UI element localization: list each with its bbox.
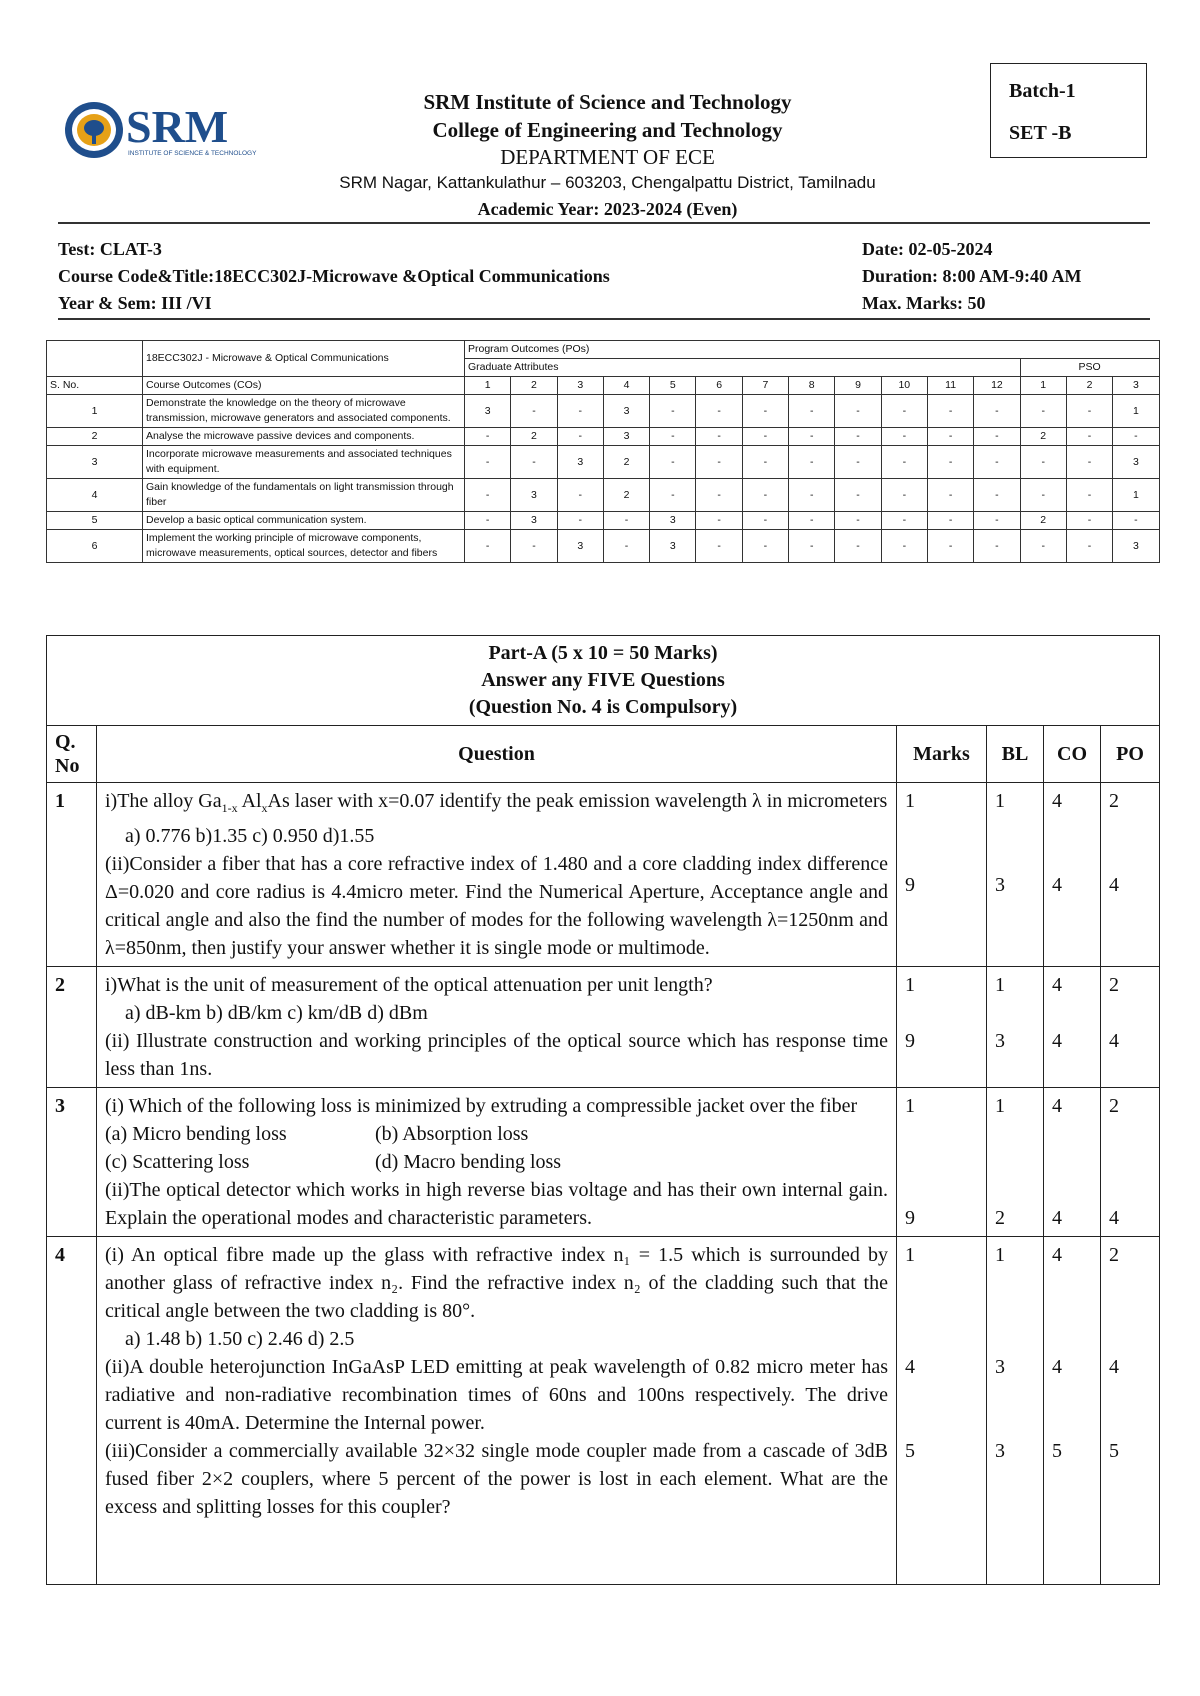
question-text [97,783,897,967]
mapping-value: 3 [511,479,557,512]
mapping-value: - [742,395,788,428]
marks-cell [897,1088,987,1237]
mapping-value: - [557,479,603,512]
bl-value: 3 [995,874,1005,896]
q1-i-text-a: i)The alloy Ga [105,790,222,812]
marks-value: 9 [905,874,915,896]
bl-value: 3 [995,1440,1005,1462]
program-outcomes-header: Program Outcomes (POs) [465,341,1160,359]
bl-value: 1 [995,1244,1005,1266]
co-description: Develop a basic optical communication system. [143,512,465,530]
part-a-instruction: Answer any FIVE Questions [481,669,725,691]
outcome-number-header: 8 [789,377,835,395]
pso-header: PSO [1020,359,1159,377]
mapping-value: - [511,395,557,428]
co-cell [1044,783,1101,967]
co-value: 4 [1052,1207,1062,1229]
question-part-ii: (ii)Consider a fiber that has a core refractive index of 1.480 and a core cladding index difference Δ=0.020 and core radius is 4.4micro meter. Find the Numerical Aperture, Acceptance angle and critical angle and also the find the number of modes for the following wavelength λ=1250nm and λ=850nm, then justify your answer whether it is single mode or multimode. [105,853,888,959]
po-value: 4 [1109,1207,1119,1229]
mapping-value: - [927,395,973,428]
po-value: 2 [1109,974,1119,996]
option-b: (b) Absorption loss [375,1123,529,1145]
course-title-cell: 18ECC302J - Microwave & Optical Communications [143,341,465,377]
institution-heading [250,88,965,222]
set-label: SET -B [1009,122,1072,144]
option-d: (d) Macro bending loss [375,1151,562,1173]
institute-name: SRM Institute of Science and Technology [423,90,792,114]
marks-value: 1 [905,974,915,996]
bl-value: 3 [995,1356,1005,1378]
mapping-value: - [1113,428,1159,446]
test-info [58,236,610,317]
outcome-number-header: 3 [557,377,603,395]
outcome-number-header: 2 [511,377,557,395]
outcome-number-header: 11 [927,377,973,395]
mapping-value: - [927,446,973,479]
co-description: Incorporate microwave measurements and associated techniques with equipment. [143,446,465,479]
po-value: 2 [1109,1244,1119,1266]
question-part-ii: (ii)A double heterojunction InGaAsP LED emitting at peak wavelength of 0.82 micro meter has radiative and non-radiative recombination times of 60ns and 100ns respectively. The drive current is 40mA. Determine the Internal power. [105,1356,888,1434]
co-cell [1044,1237,1101,1585]
mapping-value: - [881,512,927,530]
co-po-mapping-table [46,340,1160,563]
exam-duration: Duration: 8:00 AM-9:40 AM [862,266,1082,286]
mapping-value: - [881,428,927,446]
mapping-value: - [789,479,835,512]
co-description: Demonstrate the knowledge on the theory of microwave transmission, microwave generators and associated components. [143,395,465,428]
question-options-row [105,1120,888,1148]
outcome-number-header: 10 [881,377,927,395]
mapping-value: - [742,428,788,446]
co-value: 4 [1052,874,1062,896]
co-row [47,530,1160,563]
year-sem: Year & Sem: III /VI [58,293,212,313]
bl-cell [987,1088,1044,1237]
co-value: 4 [1052,974,1062,996]
mapping-value: - [603,512,649,530]
co-description: Implement the working principle of microwave components, microwave measurements, optical sources, detector and fibers [143,530,465,563]
option-c: (c) Scattering loss [105,1151,250,1173]
mapping-value: - [511,446,557,479]
mapping-value: - [742,446,788,479]
question-options-row [105,1148,888,1176]
q1-i-sub2: x [261,801,268,815]
bl-cell [987,783,1044,967]
mapping-value: 2 [1020,428,1066,446]
srm-logo [62,100,270,164]
mapping-value: - [650,479,696,512]
mapping-value: - [974,479,1020,512]
marks-cell [897,1237,987,1585]
question-part-ii: (ii) Illustrate construction and working principles of the optical source which has response time less than 1ns. [105,1030,888,1080]
co-value: 4 [1052,1095,1062,1117]
marks-value: 1 [905,790,915,812]
mapping-value: - [835,530,881,563]
mapping-value: 3 [1113,530,1159,563]
mapping-value: 3 [465,395,511,428]
q1-i-text-c: As laser with x=0.07 identify the peak emission wavelength λ in micrometers [267,790,888,812]
outcome-number-header: 7 [742,377,788,395]
mapping-value: - [603,530,649,563]
mapping-value: - [881,446,927,479]
po-value: 4 [1109,874,1119,896]
mapping-value: - [927,479,973,512]
question-number: 3 [47,1088,97,1237]
logo-subtext: INSTITUTE OF SCIENCE & TECHNOLOGY [128,150,257,157]
mapping-value: - [927,530,973,563]
outcome-number-header: 4 [603,377,649,395]
mapping-value: - [835,479,881,512]
mapping-value: - [1020,479,1066,512]
mapping-value: - [835,446,881,479]
question-number: 4 [47,1237,97,1585]
course-title: Course Code&Title:18ECC302J-Microwave &Optical Communications [58,266,610,286]
mapping-value: - [465,446,511,479]
mapping-value: - [650,395,696,428]
co-row [47,428,1160,446]
marks-value: 1 [905,1244,915,1266]
co-value: 4 [1052,1030,1062,1052]
part-a-note: (Question No. 4 is Compulsory) [468,696,738,718]
mapping-value: - [465,428,511,446]
mapping-value: 3 [557,446,603,479]
mapping-value: 1 [1113,479,1159,512]
outcome-number-header: 9 [835,377,881,395]
mapping-value: - [1066,530,1112,563]
outcome-number-header: 5 [650,377,696,395]
co-description: Analyse the microwave passive devices and components. [143,428,465,446]
mapping-value: - [696,428,742,446]
mapping-value: - [465,530,511,563]
co-cell [1044,967,1101,1088]
mapping-value: - [557,395,603,428]
question-text [97,1088,897,1237]
q1-i-sub1: 1-x [221,801,238,815]
mapping-value: - [1113,512,1159,530]
question-options: a) 1.48 b) 1.50 c) 2.46 d) 2.5 [125,1328,355,1350]
batch-set-box [990,63,1147,158]
question-part-i [105,787,888,822]
part-a-heading [47,636,1160,726]
question-row [47,783,1160,967]
divider [58,318,1150,320]
mapping-value: - [696,446,742,479]
mapping-value: - [1066,428,1112,446]
co-row [47,446,1160,479]
mapping-value: - [835,428,881,446]
po-cell [1101,783,1160,967]
mapping-value: - [696,530,742,563]
question-options: a) dB-km b) dB/km c) km/dB d) dBm [125,1002,428,1024]
mapping-value: - [650,428,696,446]
part-a-title: Part-A (5 x 10 = 50 Marks) [488,642,718,664]
po-header: PO [1101,726,1160,783]
mapping-value: 3 [603,395,649,428]
mapping-value: - [1020,446,1066,479]
mapping-value: 3 [511,512,557,530]
po-cell [1101,967,1160,1088]
po-value: 2 [1109,1095,1119,1117]
co-cell [1044,1088,1101,1237]
mapping-value: 3 [1113,446,1159,479]
test-name: Test: CLAT-3 [58,239,162,259]
part-a-question-table [46,635,1160,1585]
mapping-value: - [742,530,788,563]
question-header: Question [97,726,897,783]
marks-cell [897,967,987,1088]
mapping-value: - [789,446,835,479]
bl-value: 3 [995,1030,1005,1052]
marks-value: 5 [905,1440,915,1462]
q1-i-text-b: Al [237,790,262,812]
question-part-iii: (iii)Consider a commercially available 32×32 single mode coupler made from a cascade of 3dB fused fiber 2×2 couplers, where 5 percent of the power is lost in each element. What are the excess and splitting losses for this coupler? [105,1440,888,1518]
mapping-value: - [650,446,696,479]
mapping-value: - [789,428,835,446]
mapping-value: - [742,479,788,512]
mapping-value: - [789,530,835,563]
outcome-number-header: 2 [1066,377,1112,395]
po-value: 4 [1109,1356,1119,1378]
mapping-value: 3 [603,428,649,446]
mapping-value: - [1020,530,1066,563]
mapping-value: 2 [603,446,649,479]
mapping-value: 3 [650,530,696,563]
mapping-value: 2 [603,479,649,512]
graduate-attributes-header: Graduate Attributes [465,359,1021,377]
mapping-value: - [881,530,927,563]
co-sno: 2 [47,428,143,446]
bl-header: BL [987,726,1044,783]
mapping-value: - [1066,479,1112,512]
mapping-value: - [557,512,603,530]
mapping-value: - [789,512,835,530]
question-options: a) 0.776 b)1.35 c) 0.950 d)1.55 [125,825,375,847]
mapping-value: 2 [1020,512,1066,530]
department-name: DEPARTMENT OF ECE [500,145,715,169]
divider [58,222,1150,224]
mapping-value: 3 [650,512,696,530]
academic-year: Academic Year: 2023-2024 (Even) [477,199,738,219]
marks-value: 9 [905,1030,915,1052]
question-part-i: (i) Which of the following loss is minimized by extruding a compressible jacket over the fiber [105,1095,858,1117]
bl-value: 1 [995,974,1005,996]
po-value: 4 [1109,1030,1119,1052]
co-sno: 6 [47,530,143,563]
bl-value: 2 [995,1207,1005,1229]
mapping-value: - [974,530,1020,563]
po-cell [1101,1088,1160,1237]
question-text [97,1237,897,1585]
mapping-value: 3 [557,530,603,563]
batch-label: Batch-1 [1009,80,1076,102]
mapping-value: - [511,530,557,563]
co-value: 4 [1052,1244,1062,1266]
mapping-value: - [465,479,511,512]
question-part-i: i)What is the unit of measurement of the optical attenuation per unit length? [105,974,713,996]
mapping-value: - [974,428,1020,446]
mapping-value: - [557,428,603,446]
co-description: Gain knowledge of the fundamentals on light transmission through fiber [143,479,465,512]
co-sno: 4 [47,479,143,512]
co-value: 4 [1052,790,1062,812]
co-value: 4 [1052,1356,1062,1378]
co-sno: 1 [47,395,143,428]
mapping-value: - [696,512,742,530]
co-header: Course Outcomes (COs) [143,377,465,395]
mapping-value: - [1020,395,1066,428]
co-value: 5 [1052,1440,1062,1462]
max-marks: Max. Marks: 50 [862,293,986,313]
mapping-value: - [696,479,742,512]
mapping-value: - [974,395,1020,428]
mapping-value: - [1066,512,1112,530]
logo-text: SRM [126,101,229,152]
exam-info [862,236,1081,317]
bl-value: 1 [995,1095,1005,1117]
mapping-value: - [881,479,927,512]
outcome-number-header: 1 [465,377,511,395]
college-name: College of Engineering and Technology [432,118,783,142]
question-number: 2 [47,967,97,1088]
marks-header: Marks [897,726,987,783]
mapping-value: - [881,395,927,428]
mapping-value: - [789,395,835,428]
mapping-value: - [974,446,1020,479]
mapping-value: - [927,428,973,446]
sno-header: S. No. [47,377,143,395]
mapping-value: - [1066,395,1112,428]
exam-date: Date: 02-05-2024 [862,239,993,259]
mapping-value: - [465,512,511,530]
address: SRM Nagar, Kattankulathur – 603203, Chengalpattu District, Tamilnadu [339,173,876,192]
outcome-number-header: 3 [1113,377,1159,395]
co-row [47,512,1160,530]
bl-cell [987,1237,1044,1585]
marks-cell [897,783,987,967]
option-a: (a) Micro bending loss [105,1123,287,1145]
qno-header: Q. No [47,726,97,783]
marks-value: 9 [905,1207,915,1229]
outcome-number-header: 6 [696,377,742,395]
question-text [97,967,897,1088]
question-row [47,967,1160,1088]
mapping-value: - [696,395,742,428]
bl-cell [987,967,1044,1088]
question-part-i: (i) An optical fibre made up the glass with refractive index n₁ = 1.5 which is surrounded by another glass of refractive index n₂. Find the refractive index n₂ of the cladding such that the critical angle between the two cladding is 80°. [105,1244,888,1322]
co-sno: 3 [47,446,143,479]
mapping-value: 2 [511,428,557,446]
mapping-value: - [742,512,788,530]
marks-value: 1 [905,1095,915,1117]
mapping-value: - [974,512,1020,530]
co-header: CO [1044,726,1101,783]
question-number: 1 [47,783,97,967]
question-part-ii: (ii)The optical detector which works in high reverse bias voltage and has their own internal gain. Explain the operational modes and characteristic parameters. [105,1179,888,1229]
question-row [47,1237,1160,1585]
po-cell [1101,1237,1160,1585]
question-row [47,1088,1160,1237]
outcome-number-header: 12 [974,377,1020,395]
mapping-value: - [927,512,973,530]
mapping-value: - [1066,446,1112,479]
po-value: 5 [1109,1440,1119,1462]
mapping-value: 1 [1113,395,1159,428]
co-row [47,479,1160,512]
marks-value: 4 [905,1356,915,1378]
outcome-number-header: 1 [1020,377,1066,395]
co-row [47,395,1160,428]
mapping-value: - [835,512,881,530]
po-value: 2 [1109,790,1119,812]
mapping-value: - [835,395,881,428]
co-sno: 5 [47,512,143,530]
bl-value: 1 [995,790,1005,812]
